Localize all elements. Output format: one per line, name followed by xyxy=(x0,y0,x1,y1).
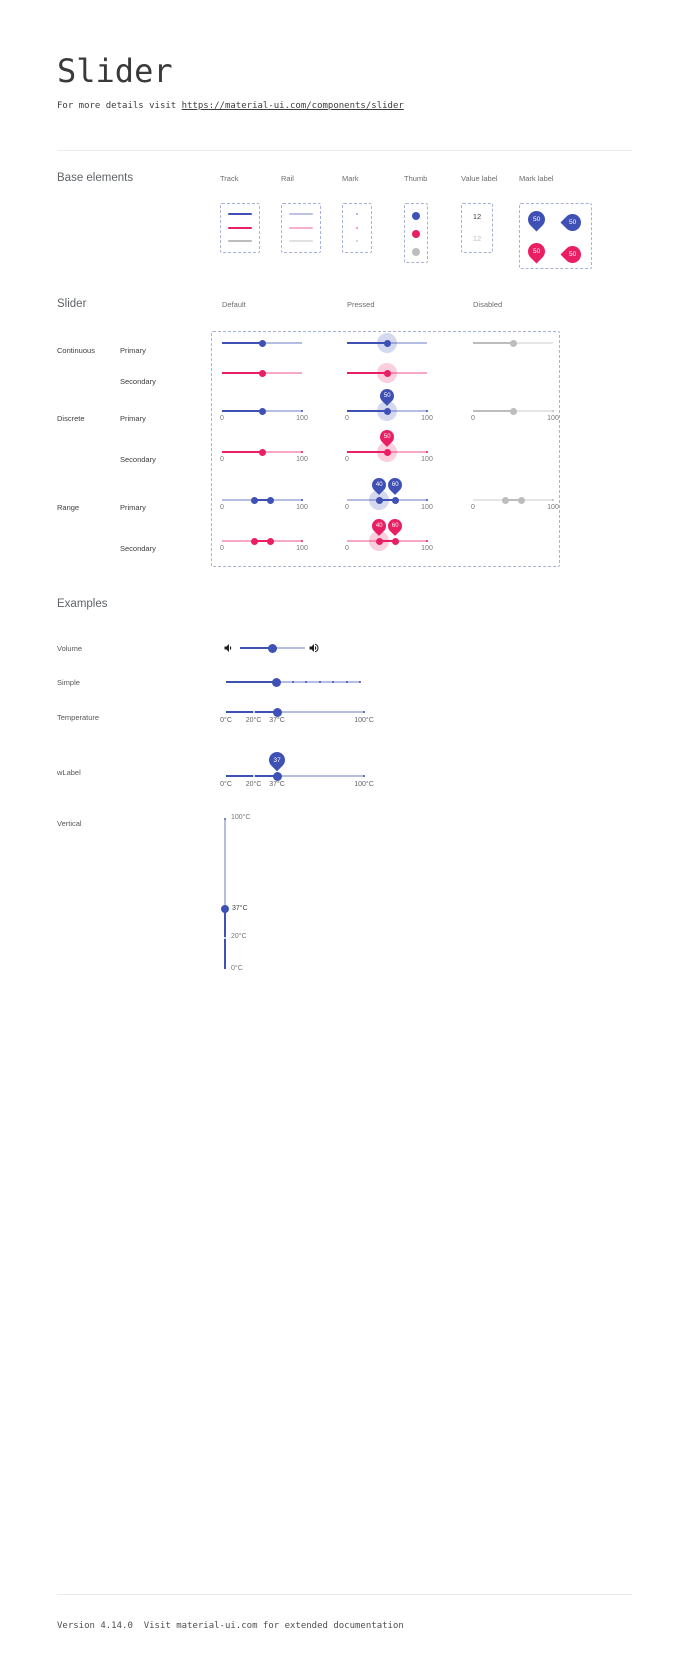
example-label-wlabel: wLabel xyxy=(57,768,81,777)
slider-track xyxy=(222,451,262,453)
row-label-primary: Primary xyxy=(120,414,146,423)
slider-continuous-primary-default[interactable] xyxy=(222,342,302,344)
vertical-mark-0c: 0°C xyxy=(231,965,243,972)
header-divider xyxy=(57,150,632,151)
value-label-text: 60 xyxy=(391,523,399,529)
examples-heading: Examples xyxy=(57,598,108,610)
slider-thumb[interactable] xyxy=(221,905,229,913)
col-label-track: Track xyxy=(220,174,239,183)
value-label-text: 50 xyxy=(383,434,391,440)
value-label-sample-box xyxy=(461,203,493,253)
row-label-secondary: Secondary xyxy=(120,377,156,386)
mark-sample-primary xyxy=(356,213,358,215)
scale-min-label: 0 xyxy=(220,504,224,511)
slider-range-secondary-pressed[interactable] xyxy=(345,523,433,552)
mark-label-text: 50 xyxy=(532,216,541,224)
vertical-mark-37c: 37°C xyxy=(232,905,248,912)
col-label-rail: Rail xyxy=(281,174,294,183)
slider-thumb-high[interactable] xyxy=(392,538,399,545)
col-label-value-label: Value label xyxy=(461,174,498,183)
slider-mark xyxy=(426,540,428,542)
slider-mark xyxy=(224,937,226,939)
slider-thumb-low xyxy=(502,497,509,504)
mark-label-primary-left xyxy=(564,214,581,231)
slider-thumb[interactable] xyxy=(384,370,391,377)
slider-thumb-low[interactable] xyxy=(251,538,258,545)
scale-max-label: 100 xyxy=(296,456,308,463)
slider-thumb[interactable] xyxy=(259,408,266,415)
mark-sample-disabled xyxy=(356,240,358,242)
slider-mark xyxy=(301,499,303,501)
mark-label-text: 50 xyxy=(532,248,541,256)
row-label-secondary: Secondary xyxy=(120,544,156,553)
mark-label-100c: 100°C xyxy=(354,717,374,724)
value-label-text: 37 xyxy=(273,756,281,764)
slider-mark xyxy=(346,681,348,683)
scale-min-label: 0 xyxy=(345,456,349,463)
mark-label-37c: 37°C xyxy=(269,717,285,724)
mark-label-sample-box xyxy=(519,203,592,269)
slider-thumb-high[interactable] xyxy=(392,497,399,504)
scale-min-label: 0 xyxy=(471,504,475,511)
simple-slider[interactable] xyxy=(226,681,360,683)
slider-mark xyxy=(301,540,303,542)
slider-track xyxy=(222,410,262,412)
temperature-slider[interactable] xyxy=(220,711,374,724)
col-label-mark: Mark xyxy=(342,174,359,183)
value-label-balloon-low xyxy=(372,519,386,533)
docs-link[interactable]: https://material-ui.com/components/slider xyxy=(181,101,404,111)
slider-track xyxy=(473,410,513,412)
slider-mark xyxy=(426,451,428,453)
thumb-sample-primary xyxy=(412,212,420,220)
mark-label-0c: 0°C xyxy=(220,781,232,788)
page-subtitle xyxy=(57,101,404,111)
col-label-pressed: Pressed xyxy=(347,300,375,309)
slider-mark xyxy=(319,681,321,683)
slider-discrete-secondary-pressed[interactable] xyxy=(345,434,433,463)
scale-max-label: 100 xyxy=(296,545,308,552)
vertical-mark-20c: 20°C xyxy=(231,933,247,940)
slider-mark xyxy=(224,818,226,820)
row-label-range: Range xyxy=(57,503,80,512)
value-label-balloon-high xyxy=(388,519,402,533)
scale-min-label: 0 xyxy=(220,456,224,463)
slider-thumb xyxy=(510,340,517,347)
rail-sample-secondary xyxy=(289,227,313,229)
slider-section-heading: Slider xyxy=(57,298,87,310)
slider-track xyxy=(473,342,513,344)
slider-thumb[interactable] xyxy=(272,678,281,687)
scale-max-label: 100 xyxy=(296,415,308,422)
slider-thumb-high[interactable] xyxy=(267,497,274,504)
slider-mark xyxy=(426,499,428,501)
slider-continuous-primary-pressed[interactable] xyxy=(347,342,427,344)
value-label-text: 50 xyxy=(383,393,391,399)
mark-sample-box xyxy=(342,203,372,253)
slider-thumb[interactable] xyxy=(259,449,266,456)
slider-continuous-primary-disabled xyxy=(473,342,553,344)
scale-min-label: 0 xyxy=(220,545,224,552)
track-sample-disabled xyxy=(228,240,252,242)
volume-down-icon xyxy=(222,642,234,654)
slider-range-primary-default[interactable] xyxy=(220,499,308,511)
slider-thumb[interactable] xyxy=(384,340,391,347)
row-label-discrete: Discrete xyxy=(57,414,85,423)
slider-continuous-secondary-default[interactable] xyxy=(222,372,302,374)
scale-min-label: 0 xyxy=(345,545,349,552)
slider-thumb-low[interactable] xyxy=(251,497,258,504)
mark-label-20c: 20°C xyxy=(245,781,262,788)
slider-mark xyxy=(426,410,428,412)
footer-text: Version 4.14.0 Visit material-ui.com for extended documentation xyxy=(57,1621,404,1631)
track-sample-primary xyxy=(228,213,252,215)
volume-up-icon xyxy=(308,642,320,654)
col-label-thumb: Thumb xyxy=(404,174,428,183)
example-label-volume: Volume xyxy=(57,644,83,653)
slider-range-primary-disabled xyxy=(471,499,559,511)
mark-label-primary-down xyxy=(528,211,545,228)
slider-track xyxy=(226,681,277,683)
slider-thumb-high xyxy=(518,497,525,504)
footer-divider xyxy=(57,1594,632,1595)
base-elements-heading: Base elements xyxy=(57,172,134,184)
slider-track xyxy=(226,775,277,777)
value-label-balloon-low xyxy=(372,478,386,492)
mark-label-secondary-left xyxy=(564,246,581,263)
mark-label-100c: 100°C xyxy=(354,781,374,788)
value-label-active: 12 xyxy=(472,212,482,221)
slider-range-primary-pressed[interactable] xyxy=(345,482,433,511)
rail-sample-disabled xyxy=(289,240,313,242)
subtitle-text: For more details visit xyxy=(57,101,182,111)
slider-thumb[interactable] xyxy=(384,408,391,415)
scale-max-label: 100 xyxy=(547,504,559,511)
slider-mark xyxy=(359,681,361,683)
scale-min-label: 0 xyxy=(345,504,349,511)
page-title: Slider xyxy=(57,52,173,90)
example-label-temperature: Temperature xyxy=(57,713,100,722)
vertical-mark-100c: 100°C xyxy=(231,814,251,821)
slider-mark xyxy=(301,451,303,453)
col-label-default: Default xyxy=(222,300,246,309)
value-label-balloon xyxy=(380,430,394,444)
slider-thumb[interactable] xyxy=(273,772,282,781)
slider-mark xyxy=(363,775,365,777)
scale-max-label: 100 xyxy=(421,415,433,422)
slider-discrete-primary-default[interactable] xyxy=(220,410,308,422)
track-sample-secondary xyxy=(228,227,252,229)
slider-mark xyxy=(552,410,554,412)
track-sample-box xyxy=(220,203,260,253)
slider-continuous-secondary-pressed[interactable] xyxy=(347,372,427,374)
slider-track xyxy=(222,372,262,374)
mark-label-37c: 37°C xyxy=(269,781,285,788)
slider-discrete-secondary-default[interactable] xyxy=(220,451,308,463)
slider-thumb[interactable] xyxy=(268,644,277,653)
value-label-text: 40 xyxy=(375,482,383,488)
thumb-sample-disabled xyxy=(412,248,420,256)
rail-sample-primary xyxy=(289,213,313,215)
slider-mark xyxy=(552,499,554,501)
row-label-primary: Primary xyxy=(120,346,146,355)
example-label-vertical: Vertical xyxy=(57,819,82,828)
slider-thumb[interactable] xyxy=(259,370,266,377)
slider-thumb-low[interactable] xyxy=(376,497,383,504)
value-label-text: 40 xyxy=(375,523,383,529)
slider-thumb[interactable] xyxy=(384,449,391,456)
mark-label-secondary-down xyxy=(528,243,545,260)
slider-range-secondary-default[interactable] xyxy=(220,540,308,552)
scale-max-label: 100 xyxy=(421,504,433,511)
slider-thumb[interactable] xyxy=(259,340,266,347)
thumb-sample-secondary xyxy=(412,230,420,238)
value-label-muted: 12 xyxy=(472,234,482,243)
slider-discrete-primary-pressed[interactable] xyxy=(345,393,433,422)
row-label-secondary: Secondary xyxy=(120,455,156,464)
slider-thumb-high[interactable] xyxy=(267,538,274,545)
value-label-balloon xyxy=(380,389,394,403)
slider-track xyxy=(224,909,226,969)
scale-min-label: 0 xyxy=(345,415,349,422)
thumb-sample-box xyxy=(404,203,428,263)
col-label-disabled: Disabled xyxy=(473,300,503,309)
slider-thumb-low[interactable] xyxy=(376,538,383,545)
slider-mark xyxy=(253,775,255,777)
slider-mark xyxy=(301,410,303,412)
scale-max-label: 100 xyxy=(547,415,559,422)
volume-slider[interactable] xyxy=(240,647,305,649)
slider-thumb[interactable] xyxy=(273,708,282,717)
value-label-balloon xyxy=(269,752,285,768)
value-label-text: 60 xyxy=(391,482,399,488)
slider-track xyxy=(226,711,277,713)
scale-max-label: 100 xyxy=(296,504,308,511)
slider-mark xyxy=(363,711,365,713)
mark-label-text: 50 xyxy=(568,219,577,227)
mark-label-0c: 0°C xyxy=(220,717,232,724)
mark-label-text: 50 xyxy=(568,251,577,259)
value-label-balloon-high xyxy=(388,478,402,492)
slider-discrete-primary-disabled xyxy=(471,410,559,422)
mark-label-20c: 20°C xyxy=(245,717,262,724)
slider-mark xyxy=(253,711,255,713)
vertical-slider[interactable] xyxy=(224,818,226,969)
scale-max-label: 100 xyxy=(421,456,433,463)
wlabel-slider[interactable] xyxy=(220,756,374,788)
row-label-continuous: Continuous xyxy=(57,346,95,355)
scale-max-label: 100 xyxy=(421,545,433,552)
slider-mark xyxy=(292,681,294,683)
row-label-primary: Primary xyxy=(120,503,146,512)
rail-sample-box xyxy=(281,203,321,253)
example-label-simple: Simple xyxy=(57,678,80,687)
slider-track xyxy=(222,342,262,344)
scale-min-label: 0 xyxy=(471,415,475,422)
slider-thumb xyxy=(510,408,517,415)
scale-min-label: 0 xyxy=(220,415,224,422)
col-label-mark-label: Mark label xyxy=(519,174,554,183)
mark-sample-secondary xyxy=(356,227,358,229)
